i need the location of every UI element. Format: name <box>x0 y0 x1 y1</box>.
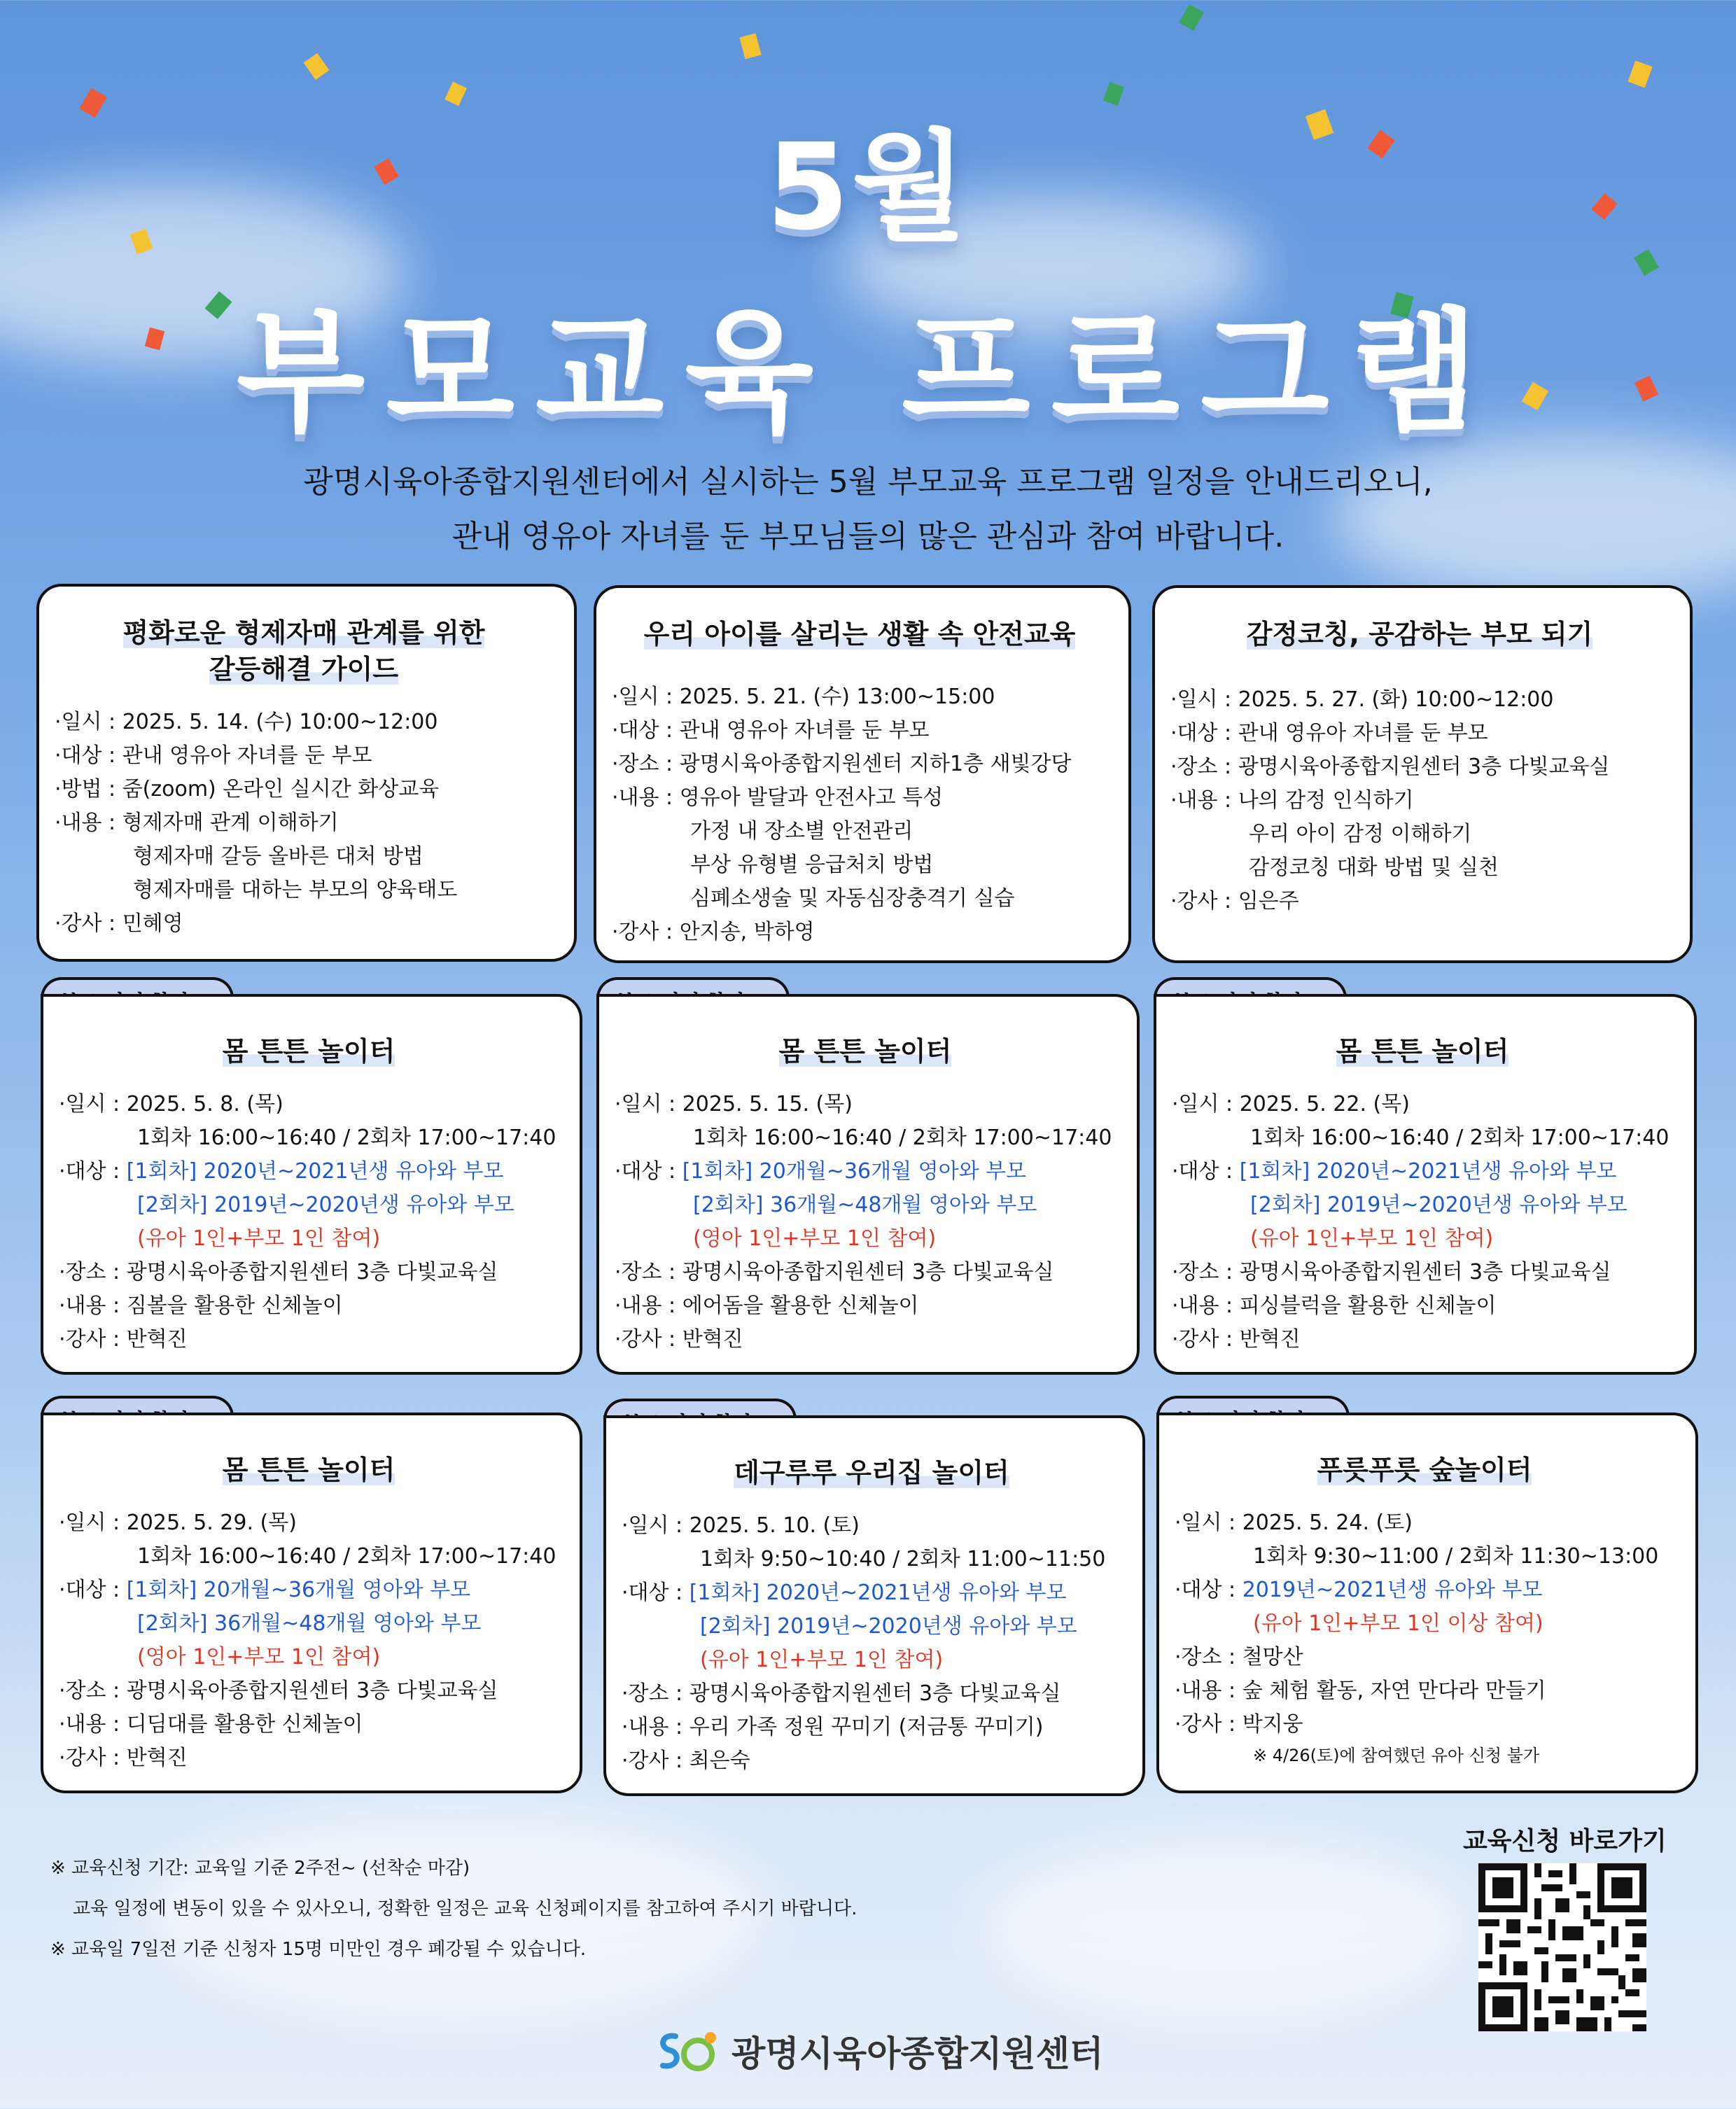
org-logo-icon <box>654 2026 722 2075</box>
intro-line-2: 관내 영유아 자녀를 둔 부모님들의 많은 관심과 참여 바랍니다. <box>451 519 1284 554</box>
card-title: 우리 아이를 살리는 생활 속 안전교육 <box>643 619 1076 650</box>
program-card-play-0529: 몸 튼튼 놀이터 ·일시 : 2025. 5. 29. (목) 1회차 16:00~16:40 / 2회차 17:00~17:40 ·대상 : [1회차] 20개월~36개월 영아와 부모 [2회차] 36개월~48개월 영아와 부모 (영아 1인+부모 1인 참여) ·장소 : 광명시육아종합지원센터 3층 다빛교육실 ·내용 : 디딤대를 활용한 신체놀이 ·강사 : 반혁진 <box>41 1413 582 1793</box>
card-title: 감정코칭, 공감하는 부모 되기 <box>1246 619 1593 650</box>
program-card-sibling: 평화로운 형제자매 관계를 위한 갈등해결 가이드 ·일시 : 2025. 5. 14. (수) 10:00~12:00 ·대상 : 관내 영유아 자녀를 둔 부모 ·방법 : 줌(zoom) 온라인 실시간 화상교육 ·내용 : 형제자매 관계 이해하기 형제자매 갈등 올바른 대처 방법 형제자매를 대하는 부모의 양육태도 ·강사 : 민혜영 <box>36 584 577 962</box>
program-card-play-0515: 몸 튼튼 놀이터 ·일시 : 2025. 5. 15. (목) 1회차 16:00~16:40 / 2회차 17:00~17:40 ·대상 : [1회차] 20개월~36개월 영아와 부모 [2회차] 36개월~48개월 영아와 부모 (영아 1인+부모 1인 참여) ·장소 : 광명시육아종합지원센터 3층 다빛교육실 ·내용 : 에어돔을 활용한 신체놀이 ·강사 : 반혁진 <box>596 994 1140 1375</box>
card-title: 푸릇푸릇 숲놀이터 <box>1317 1455 1532 1485</box>
program-card-play-0522: 몸 튼튼 놀이터 ·일시 : 2025. 5. 22. (목) 1회차 16:00~16:40 / 2회차 17:00~17:40 ·대상 : [1회차] 2020년~2021년생 유아와 부모 [2회차] 2019년~2020년생 유아와 부모 (유아 1인+부모 1인 참여) ·장소 : 광명시육아종합지원센터 3층 다빛교육실 ·내용 : 피싱블럭을 활용한 신체놀이 ·강사 : 반혁진 <box>1154 994 1697 1375</box>
title-program: 부모교육 프로그램 <box>236 295 1500 450</box>
card-title: 몸 튼튼 놀이터 <box>1336 1036 1509 1067</box>
card-title: 평화로운 형제자매 관계를 위한 갈등해결 가이드 <box>122 617 485 685</box>
program-card-play-0508: 몸 튼튼 놀이터 ·일시 : 2025. 5. 8. (목) 1회차 16:00~16:40 / 2회차 17:00~17:40 ·대상 : [1회차] 2020년~2021년생 유아와 부모 [2회차] 2019년~2020년생 유아와 부모 (유아 1인+부모 1인 참여) ·장소 : 광명시육아종합지원센터 3층 다빛교육실 ·내용 : 짐볼을 활용한 신체놀이 ·강사 : 반혁진 <box>41 994 582 1375</box>
program-card-forest-play: 푸릇푸릇 숲놀이터 ·일시 : 2025. 5. 24. (토) 1회차 9:30~11:00 / 2회차 11:30~13:00 ·대상 : 2019년~2021년생 유아와 부모 (유아 1인+부모 1인 이상 참여) ·장소 : 철망산 ·내용 : 숲 체험 활동, 자연 만다라 만들기 ·강사 : 박지웅 ※ 4/26(토)에 참여했던 유아 신청 불가 <box>1156 1413 1698 1793</box>
card-title: 데구루루 우리집 놀이터 <box>734 1457 1009 1488</box>
intro-text <box>0 455 1736 564</box>
intro-line-1: 광명시육아종합지원센터에서 실시하는 5월 부모교육 프로그램 일정을 안내드리오니, <box>303 464 1433 500</box>
card-title: 몸 튼튼 놀이터 <box>222 1036 396 1067</box>
card-title: 몸 튼튼 놀이터 <box>222 1455 396 1485</box>
title-month: 5월 <box>766 118 970 257</box>
org-logo <box>654 2023 1103 2079</box>
qr-code[interactable] <box>1478 1863 1646 2031</box>
footer-note-1: ※ 교육신청 기간: 교육일 기준 2주전~ (선착순 마감) <box>50 1858 470 1879</box>
card-note: ※ 4/26(토)에 참여했던 유아 신청 불가 <box>1253 1746 1540 1765</box>
org-name: 광명시육아종합지원센터 <box>732 2033 1104 2074</box>
footer-note-3: ※ 교육일 7일전 기준 신청자 15명 미만인 경우 폐강될 수 있습니다. <box>50 1939 587 1960</box>
card-title: 몸 튼튼 놀이터 <box>778 1036 952 1067</box>
program-card-home-play: 데구루루 우리집 놀이터 ·일시 : 2025. 5. 10. (토) 1회차 9:50~10:40 / 2회차 11:00~11:50 ·대상 : [1회차] 2020년~2021년생 유아와 부모 [2회차] 2019년~2020년생 유아와 부모 (유아 1인+부모 1인 참여) ·장소 : 광명시육아종합지원센터 3층 다빛교육실 ·내용 : 우리 가족 정원 꾸미기 (저금통 꾸미기) ·강사 : 최은숙 <box>603 1415 1145 1796</box>
footer-note-2: 교육 일정에 변동이 있을 수 있사오니, 정확한 일정은 교육 신청페이지를 참고하여 주시기 바랍니다. <box>73 1898 858 1919</box>
cloud <box>980 1834 1470 2016</box>
footer-notes <box>50 1848 857 1970</box>
qr-label: 교육신청 바로가기 <box>1463 1827 1667 1856</box>
program-card-emotion: 감정코칭, 공감하는 부모 되기 ·일시 : 2025. 5. 27. (화) 10:00~12:00 ·대상 : 관내 영유아 자녀를 둔 부모 ·장소 : 광명시육아종합지원센터 3층 다빛교육실 ·내용 : 나의 감정 인식하기 우리 아이 감정 이해하기 감정코칭 대화 방법 및 실천 ·강사 : 임은주 <box>1152 585 1693 963</box>
qr-code-icon <box>1478 1863 1646 2031</box>
program-card-safety: 우리 아이를 살리는 생활 속 안전교육 ·일시 : 2025. 5. 21. (수) 13:00~15:00 ·대상 : 관내 영유아 자녀를 둔 부모 ·장소 : 광명시육아종합지원센터 지하1층 새빛강당 ·내용 : 영유아 발달과 안전사고 특성 가정 내 장소별 안전관리 부상 유형별 응급처치 방법 심폐소생술 및 자동심장충격기 실습 ·강사 : 안지송, 박하영 <box>594 585 1131 963</box>
